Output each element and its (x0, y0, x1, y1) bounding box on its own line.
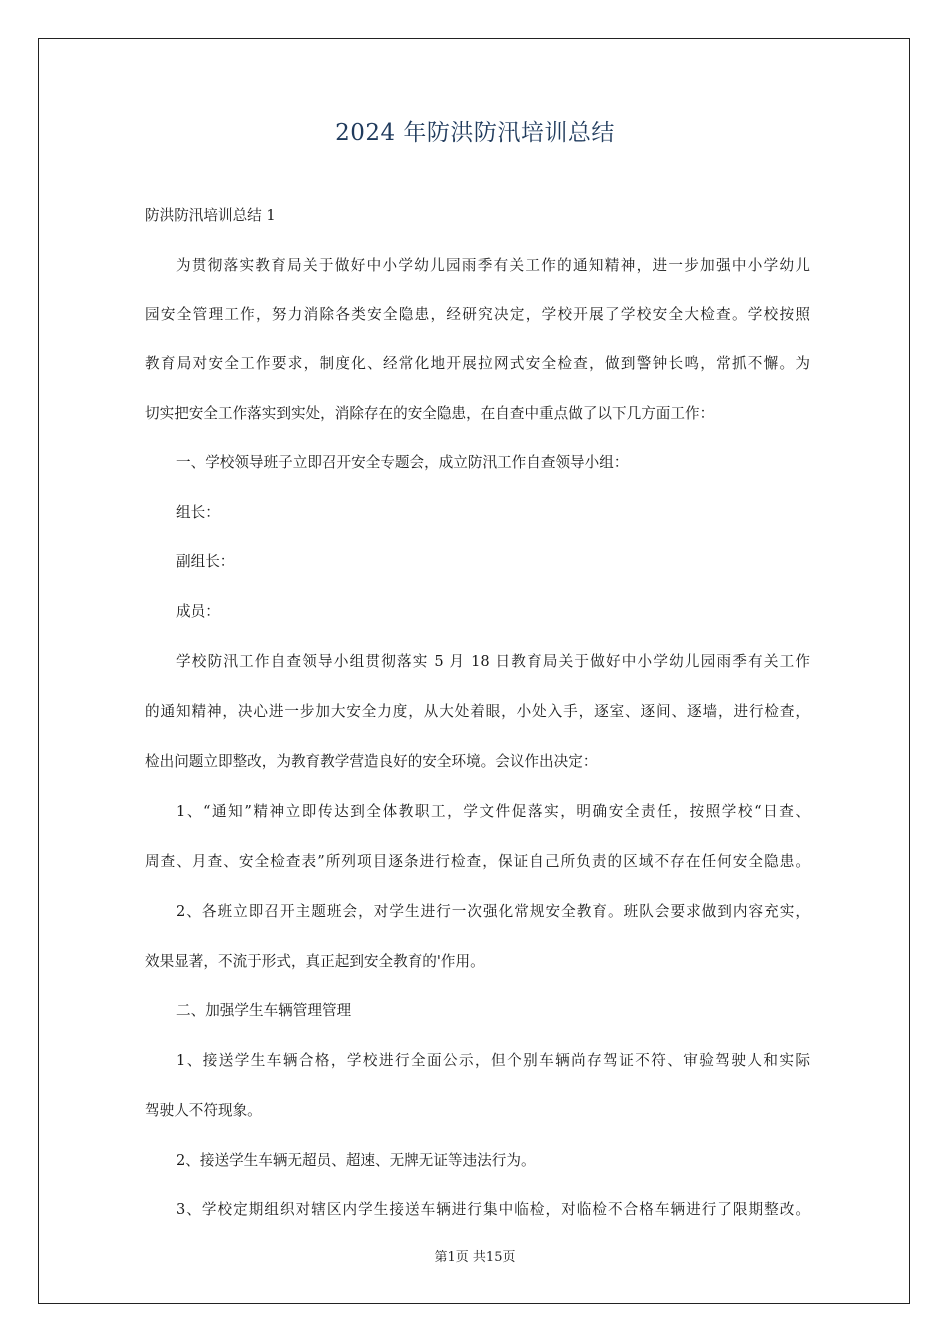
paragraph-line: 副组长： (176, 553, 235, 570)
paragraph-line: 成员： (176, 603, 220, 620)
paragraph-line: 1、接送学生车辆合格，学校进行全面公示，但个别车辆尚存驾证不符、审验驾驶人和实际 (176, 1052, 810, 1069)
paragraph-line: 园安全管理工作，努力消除各类安全隐患，经研究决定，学校开展了学校安全大检查。学校按照 (145, 306, 810, 323)
paragraph-line: 学校防汛工作自查领导小组贯彻落实 5 月 18 日教育局关于做好中小学幼儿园雨季有关工作 (176, 653, 810, 670)
paragraph-line: 2、各班立即召开主题班会，对学生进行一次强化常规安全教育。班队会要求做到内容充实， (176, 903, 810, 920)
paragraph-line: 检出问题立即整改，为教育教学营造良好的安全环境。会议作出决定： (145, 753, 598, 770)
paragraph-line: 一、学校领导班子立即召开安全专题会，成立防汛工作自查领导小组： (176, 454, 629, 471)
paragraph-line: 1、“通知”精神立即传达到全体教职工，学文件促落实，明确安全责任，按照学校“日查、 (176, 803, 810, 820)
page-indicator: 第1页 共15页 (434, 1250, 516, 1265)
paragraph-line: 组长： (176, 504, 220, 521)
paragraph-line: 周查、月查、安全检查表”所列项目逐条进行检查，保证自己所负责的区域不存在任何安全隐患。 (145, 853, 810, 870)
paragraph-line: 教育局对安全工作要求，制度化、经常化地开展拉网式安全检查，做到警钟长鸣，常抓不懈。为 (145, 355, 810, 372)
document-title: 2024 年防洪防汛培训总结 (335, 120, 615, 146)
paragraph-line: 3、学校定期组织对辖区内学生接送车辆进行集中临检，对临检不合格车辆进行了限期整改。 (176, 1201, 810, 1218)
paragraph-line: 为贯彻落实教育局关于做好中小学幼儿园雨季有关工作的通知精神，进一步加强中小学幼儿 (176, 257, 810, 274)
paragraph-line: 切实把安全工作落实到实处，消除存在的安全隐患，在自查中重点做了以下几方面工作： (145, 405, 715, 422)
paragraph-line: 二、加强学生车辆管理管理 (176, 1002, 352, 1019)
section-heading: 防洪防汛培训总结 1 (145, 207, 276, 224)
paragraph-line: 的通知精神，决心进一步加大安全力度，从大处着眼，小处入手，逐室、逐间、逐墙，进行检查， (145, 703, 810, 720)
paragraph-line: 效果显著，不流于形式，真正起到安全教育的'作用。 (145, 953, 485, 970)
paragraph-line: 驾驶人不符现象。 (145, 1102, 262, 1119)
paragraph-line: 2、接送学生车辆无超员、超速、无牌无证等违法行为。 (176, 1152, 536, 1169)
